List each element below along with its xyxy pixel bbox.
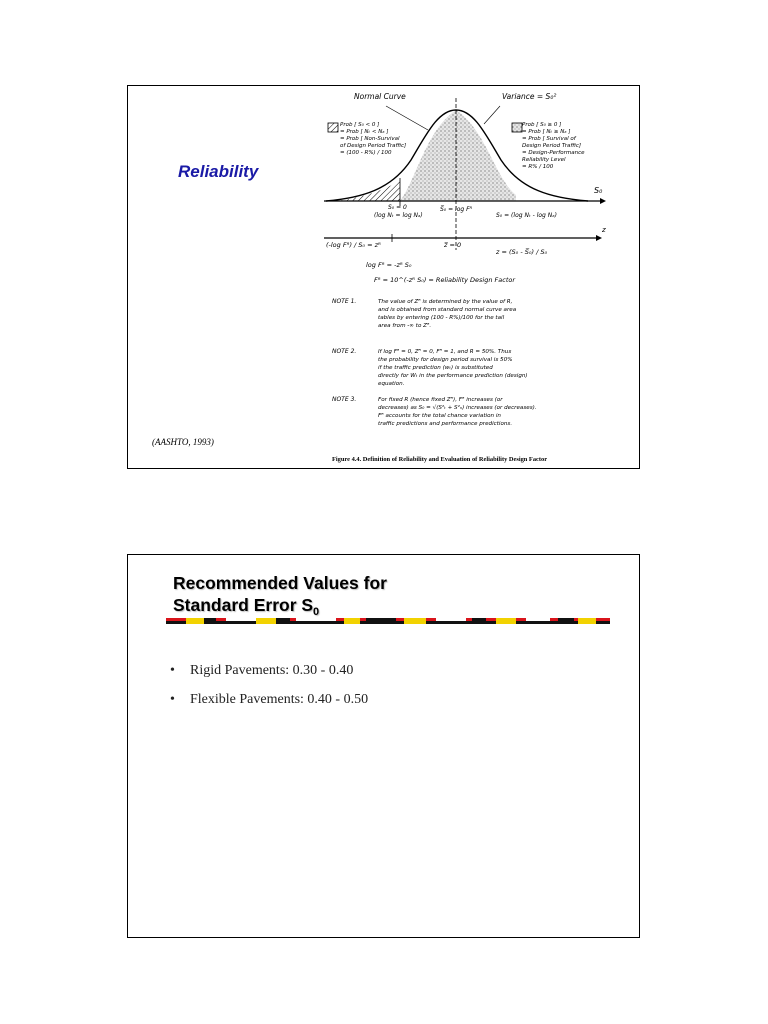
- slide-title: Reliability: [178, 162, 259, 181]
- bullet-text: Flexible Pavements: 0.40 - 0.50: [190, 691, 369, 707]
- right-legend: Prob [ S₀ ≥ 0 ] = Prob [ Nₜ ≥ Nₐ ] = Prob [ Survival of Design Period Traffic] = Design-Performance Reliability Level = R% / 100: [522, 122, 585, 170]
- list-item: [170, 656, 368, 685]
- note3-label: NOTE 3.: [332, 396, 357, 403]
- reliability-figure: [316, 90, 612, 466]
- slide-title: [173, 572, 387, 623]
- bullet-icon: •: [170, 691, 175, 707]
- normal-curve-label: Normal Curve: [354, 92, 406, 101]
- s0-definition: S₀ = (log Nₜ - log Nₐ): [496, 212, 557, 219]
- s0-zero-label: S₀ = 0: [388, 204, 407, 211]
- figure-caption: Figure 4.4. Definition of Reliability and Evaluation of Reliability Design Factor: [332, 456, 548, 463]
- bullet-text: Rigid Pavements: 0.30 - 0.40: [190, 662, 354, 678]
- title-line-1: Recommended Values for: [173, 573, 387, 593]
- bullet-icon: •: [170, 662, 175, 678]
- note2-text: If log Fᴿ = 0, Zᴿ = 0, Fᴿ = 1, and R = 50%. Thus the probability for design period survival is 50% if the traffic prediction (wₜ) is substituted directly for Wₜ in the performance prediction (design) equation.: [378, 349, 528, 387]
- s0-mean-label: S̅₀ = log Fᴿ: [440, 206, 473, 213]
- s0-zero-sub: (log Nₜ = log Nₐ): [374, 212, 423, 219]
- note1-label: NOTE 1.: [332, 298, 357, 305]
- z-zero-label: z̅ = 0: [444, 241, 462, 249]
- variance-label: Variance = S₀²: [502, 92, 557, 101]
- maryland-flag-stripe: [166, 618, 610, 624]
- note3-text: For fixed R (hence fixed Zᴿ), Fᴿ increases (or decreases) as S₀ = √(S²ₜ + S²ₙ) increases (or decreases). Fᴿ accounts for the total chance variation in traffic predictions and performance predictions.: [378, 397, 537, 427]
- left-legend: Prob [ S₀ < 0 ] = Prob [ Nₜ < Nₐ ] = Prob [ Non-Survival of Design Period Traffic] = (100 - R%) / 100: [340, 122, 407, 156]
- bullet-list: [170, 656, 368, 714]
- z-definition: z = (S₀ - S̅₀) / S₀: [496, 248, 548, 256]
- note1-text: The value of Zᴿ is determined by the value of R, and is obtained from standard normal curve area tables by entering (100 - R%)/100 for the tail area from -∞ to Zᴿ.: [378, 299, 517, 329]
- title-line-2: Standard Error $S_0$: [173, 595, 320, 618]
- z-left-label: (-log Fᴿ) / S₀ = zᴿ: [326, 241, 381, 249]
- equation-1: log Fᴿ = -zᴿ S₀: [366, 261, 412, 269]
- z-axis-label: z: [602, 226, 606, 234]
- note2-label: NOTE 2.: [332, 348, 357, 355]
- slide-standard-error: [127, 554, 640, 938]
- s0-axis-label: S₀: [594, 186, 603, 195]
- list-item: [170, 685, 368, 714]
- equation-2: Fᴿ = 10^(-zᴿ S₀) = Reliability Design Factor: [374, 276, 516, 284]
- slide-reliability: [127, 85, 640, 469]
- source-citation: (AASHTO, 1993): [152, 437, 214, 447]
